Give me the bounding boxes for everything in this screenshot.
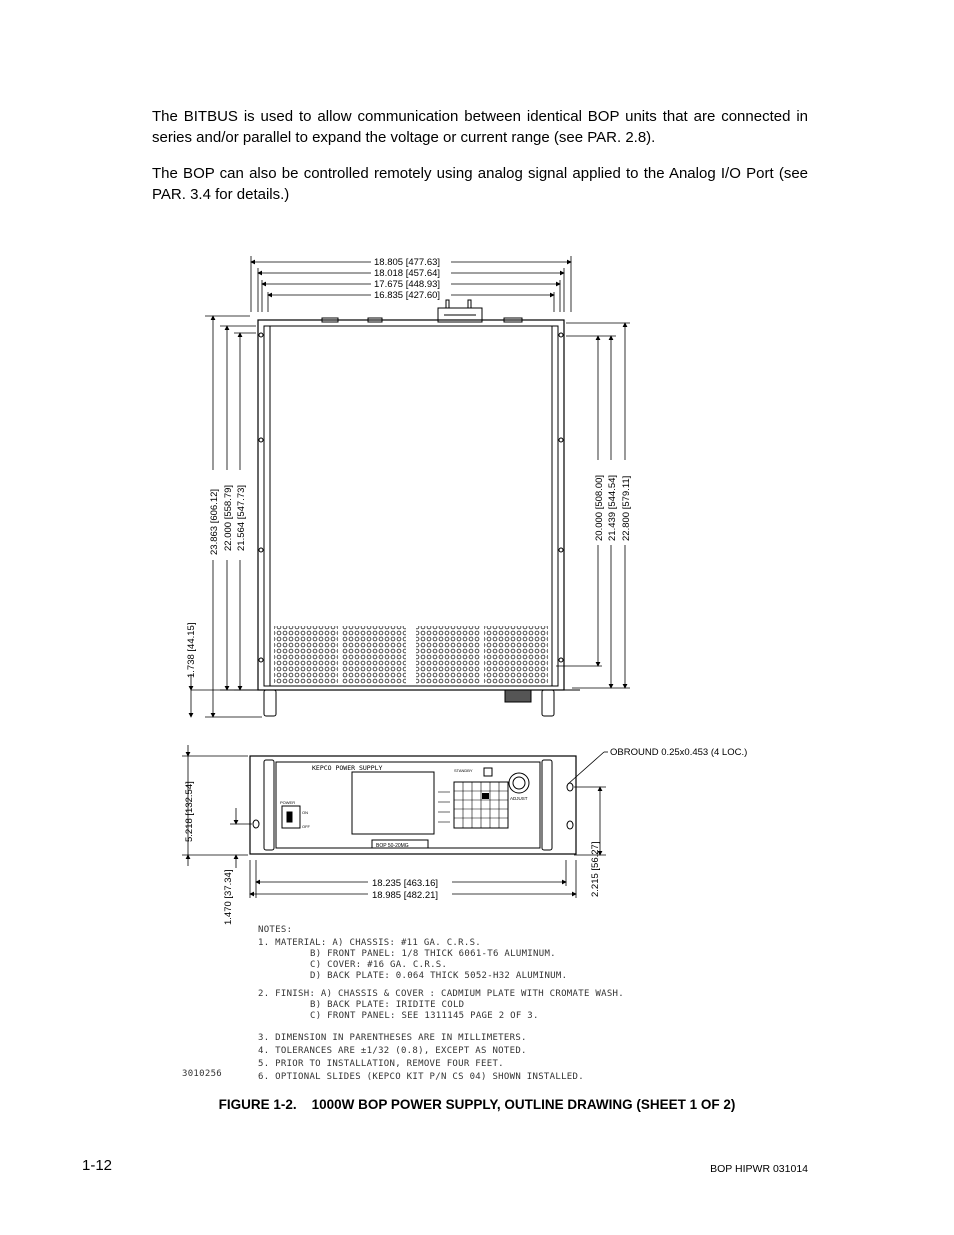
panel-power: POWER (280, 800, 296, 805)
top-width-4: 16.835 [427.60] (374, 290, 441, 301)
right-height-2: 21.439 [544.54] (607, 474, 618, 541)
document-id: BOP HIPWR 031014 (710, 1163, 808, 1175)
keypad (438, 782, 508, 828)
note-line: C) FRONT PANEL: SEE 1311145 PAGE 2 OF 3. (310, 1011, 539, 1021)
obround-label: OBROUND 0.25x0.453 (4 LOC.) (610, 747, 748, 758)
paragraph-analog: The BOP can also be controlled remotely using analog signal applied to the Analog I/O Port (see PAR. 3.4 for details.) (152, 165, 808, 203)
note-line: C) COVER: #16 GA. C.R.S. (310, 960, 448, 970)
front-view (250, 756, 576, 854)
figure-caption: FIGURE 1-2. 1000W BOP POWER SUPPLY, OUTLINE DRAWING (SHEET 1 OF 2) (218, 1097, 736, 1112)
panel-on: ON (302, 810, 308, 815)
front-width-2: 18.985 [482.21] (372, 890, 439, 901)
top-width-3: 17.675 [448.93] (374, 279, 441, 290)
left-height-1: 23.863 [606.12] (209, 488, 220, 555)
top-width-2: 18.018 [457.64] (374, 268, 441, 279)
panel-brand: KEPCO POWER SUPPLY (312, 764, 383, 772)
drawing-notes (258, 925, 624, 1082)
panel-off: OFF (302, 824, 310, 829)
note-line: B) BACK PLATE: IRIDITE COLD (310, 1000, 465, 1010)
right-height-1: 20.000 [508.00] (594, 474, 605, 541)
right-dimension-lines (556, 323, 630, 688)
note-line: 3. DIMENSION IN PARENTHESES ARE IN MILLIMETERS. (258, 1033, 527, 1043)
drawing-number: 3010256 (182, 1069, 223, 1079)
left-height-2: 22.000 [558.79] (223, 484, 234, 551)
right-height-3: 22.800 [579.11] (621, 475, 632, 541)
panel-adjust: ADJUST (510, 796, 528, 801)
note-line: 4. TOLERANCES ARE ±1/32 (0.8), EXCEPT AS NOTED. (258, 1046, 527, 1056)
front-height: 5.218 [132.54] (184, 781, 195, 842)
note-line: B) FRONT PANEL: 1/8 THICK 6061-T6 ALUMINUM. (310, 949, 556, 959)
keypad-highlight (482, 793, 489, 799)
note-line: 2. FINISH: A) CHASSIS & COVER : CADMIUM PLATE WITH CROMATE WASH. (258, 989, 624, 999)
front-dimension-lines (182, 745, 608, 898)
front-bottom-height: 1.470 [37.34] (223, 869, 234, 925)
note-line: 5. PRIOR TO INSTALLATION, REMOVE FOUR FEET. (258, 1059, 504, 1069)
page-number: 1-12 (82, 1157, 113, 1174)
panel-model: BOP 50-20MG (376, 843, 409, 849)
top-width-1: 18.805 [477.63] (374, 257, 441, 268)
foot-height: 1.738 [44.15] (186, 622, 197, 678)
front-right-height: 2.215 [56.27] (590, 841, 601, 897)
note-line: 6. OPTIONAL SLIDES (KEPCO KIT P/N CS 04) SHOWN INSTALLED. (258, 1072, 584, 1082)
front-width-1: 18.235 [463.16] (372, 878, 439, 889)
note-heading: NOTES: (258, 925, 293, 935)
top-view (240, 300, 580, 716)
note-line: 1. MATERIAL: A) CHASSIS: #11 GA. C.R.S. (258, 938, 482, 948)
note-line: D) BACK PLATE: 0.064 THICK 5052-H32 ALUMINUM. (310, 971, 568, 981)
left-height-3: 21.564 [547.73] (236, 484, 247, 551)
paragraph-bitbus: The BITBUS is used to allow communication between identical BOP units that are connected in series and/or parallel to expand the voltage or current range (see PAR. 2.8). (152, 108, 808, 146)
panel-standby: STANDBY (454, 768, 473, 773)
